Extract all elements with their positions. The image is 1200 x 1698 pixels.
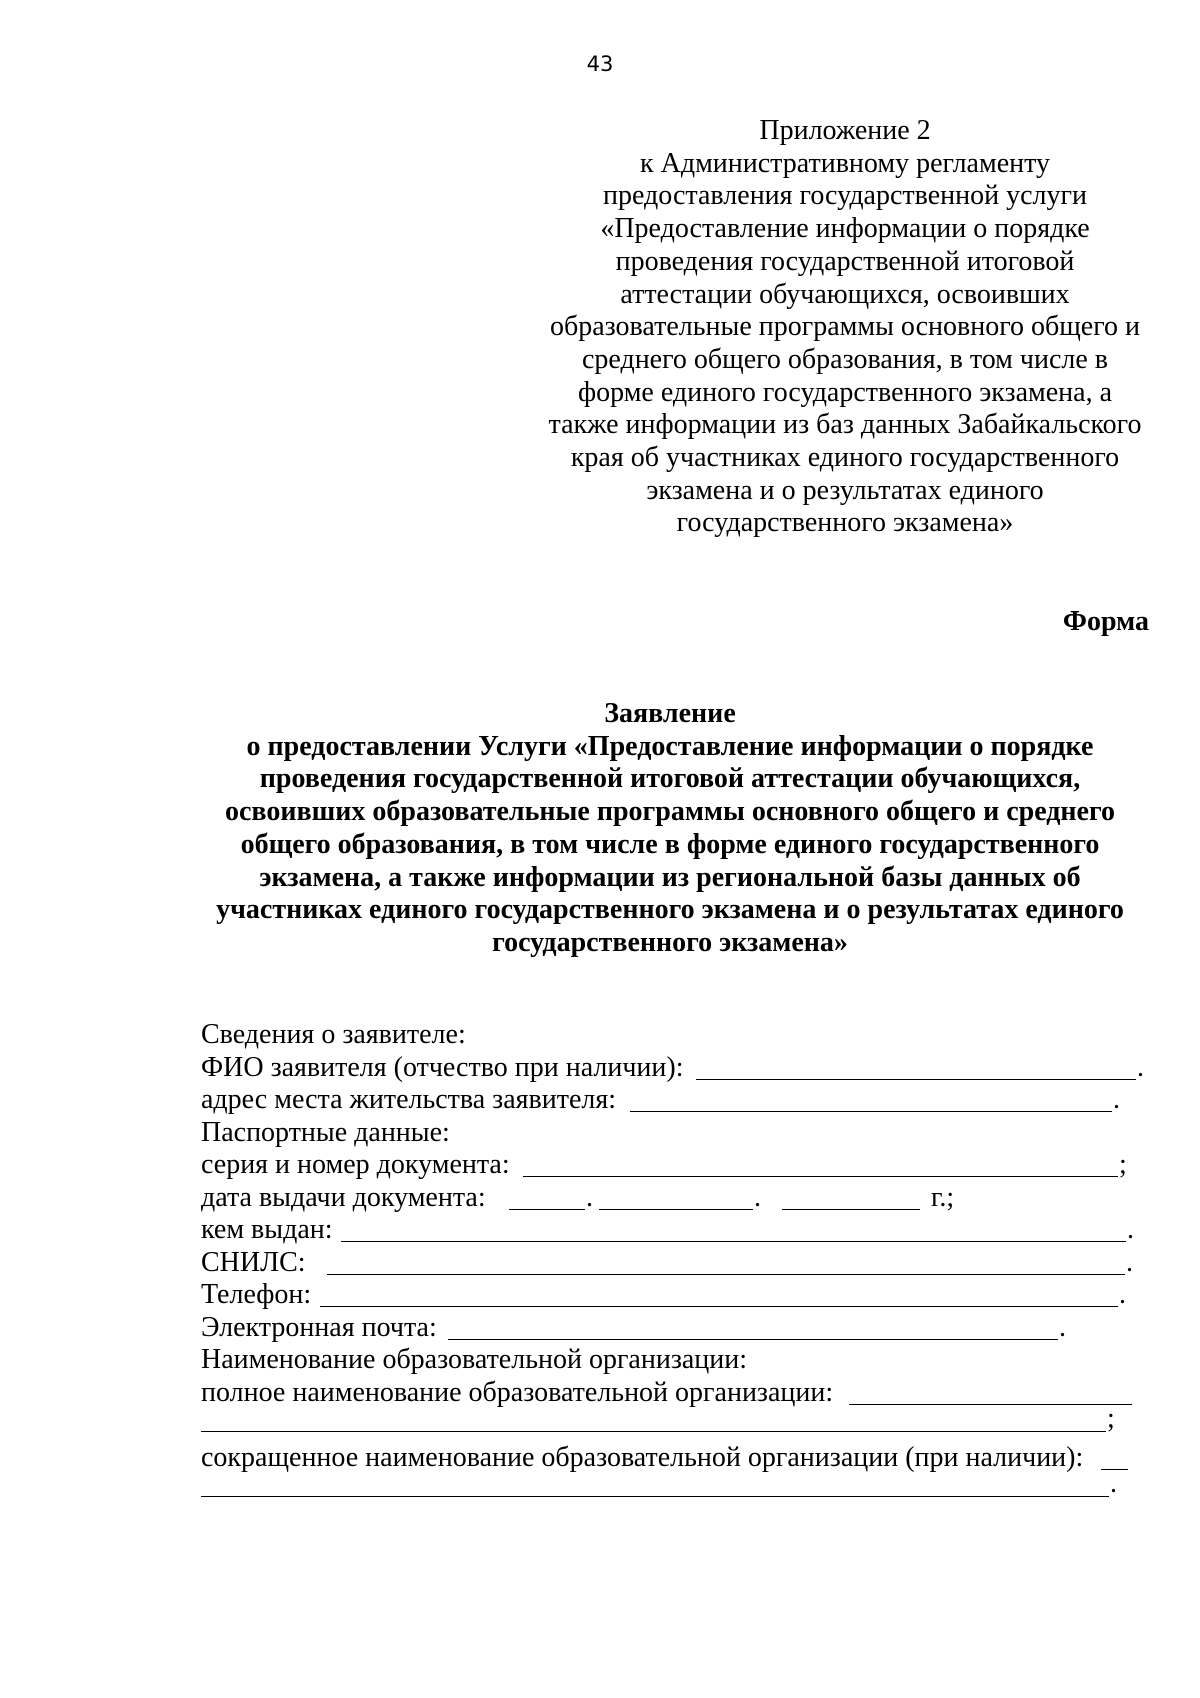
doc-number-label: серия и номер документа: — [201, 1149, 510, 1180]
period-mark: . — [1110, 1468, 1117, 1499]
issue-date-label: дата выдачи документа: — [201, 1181, 486, 1213]
appendix-line: края об участниках единого государственного — [570, 442, 1120, 474]
issued-by-blank[interactable] — [341, 1241, 1126, 1242]
appendix-line: к Административному регламенту — [640, 147, 1050, 179]
applicant-name-blank[interactable] — [696, 1079, 1136, 1080]
appendix-line: среднего общего образования, в том числе в — [581, 343, 1109, 375]
applicant-name-label: ФИО заявителя (отчество при наличии): — [201, 1051, 684, 1083]
doc-number-row — [201, 1149, 1161, 1182]
title-line: экзамена, а также информации из региональной базы данных об — [259, 861, 1081, 893]
title-line: участниках единого государственного экзамена и о результатах единого — [216, 894, 1124, 926]
year-suffix: г.; — [931, 1181, 955, 1213]
title-line: Заявление — [604, 698, 736, 729]
period-mark: . — [754, 1181, 761, 1213]
period-mark: . — [1059, 1311, 1066, 1343]
appendix-line: проведения государственной итоговой — [615, 245, 1075, 277]
form-label: Форма — [1062, 606, 1149, 637]
period-mark: . — [586, 1181, 593, 1213]
semicolon-mark: ; — [1119, 1149, 1127, 1180]
issued-by-label: кем выдан: — [201, 1214, 333, 1245]
email-row — [201, 1312, 1161, 1345]
appendix-line: «Предоставление информации о порядке — [600, 213, 1090, 245]
application-fields — [201, 1019, 1161, 1507]
organization-section-row — [201, 1344, 1161, 1377]
phone-label: Телефон: — [201, 1279, 312, 1310]
passport-section-heading: Паспортные данные: — [201, 1116, 450, 1148]
phone-blank[interactable] — [320, 1306, 1118, 1307]
snils-label: СНИЛС: — [201, 1246, 306, 1278]
phone-row — [201, 1279, 1161, 1312]
appendix-line: образовательные программы основного общего и — [549, 311, 1140, 343]
period-mark: . — [1126, 1246, 1133, 1278]
issued-by-row — [201, 1214, 1161, 1247]
org-short-name-continuation-row — [201, 1468, 1161, 1507]
appendix-line: аттестации обучающихся, освоивших — [620, 278, 1070, 310]
period-mark: . — [1127, 1214, 1134, 1245]
appendix-line: предоставления государственной услуги — [603, 180, 1087, 212]
address-blank[interactable] — [630, 1111, 1112, 1112]
address-label: адрес места жительства заявителя: — [201, 1084, 617, 1115]
issue-month-blank[interactable] — [599, 1209, 753, 1210]
period-mark: . — [1119, 1279, 1126, 1310]
org-full-name-row — [201, 1377, 1161, 1410]
org-short-name-row — [201, 1442, 1161, 1475]
appendix-line: также информации из баз данных Забайкальского — [548, 409, 1142, 441]
address-row — [201, 1084, 1161, 1117]
title-line: государственного экзамена» — [492, 926, 848, 958]
period-mark: . — [1137, 1051, 1144, 1083]
semicolon-mark: ; — [1107, 1403, 1115, 1434]
email-label: Электронная почта: — [201, 1311, 437, 1343]
applicant-name-row — [201, 1052, 1161, 1085]
org-full-name-blank[interactable] — [849, 1404, 1132, 1405]
issue-date-row — [201, 1182, 1161, 1215]
appendix-line: экзамена и о результатах единого — [646, 474, 1044, 506]
appendix-line: государственного экзамена» — [676, 507, 1014, 539]
organization-section-heading: Наименование образовательной организации: — [201, 1344, 748, 1375]
issue-day-blank[interactable] — [509, 1209, 585, 1210]
page-number: 43 — [586, 52, 614, 76]
org-short-name-label: сокращенное наименование образовательной организации (при наличии): — [201, 1441, 1084, 1473]
title-line: о предоставлении Услуги «Предоставление информации о порядке — [246, 730, 1094, 762]
title-line: проведения государственной итоговой аттестации обучающихся, — [259, 763, 1081, 795]
org-full-name-label: полное наименование образовательной организации: — [201, 1376, 834, 1408]
snils-row — [201, 1247, 1161, 1280]
issue-year-blank[interactable] — [782, 1209, 920, 1210]
document-title — [0, 698, 1200, 960]
title-line: освоивших образовательные программы основного общего и среднего — [224, 796, 1115, 828]
passport-section-row — [201, 1117, 1161, 1150]
period-mark: . — [1113, 1084, 1120, 1115]
applicant-section-heading: Сведения о заявителе: — [201, 1019, 466, 1050]
org-short-name-blank-continued[interactable] — [201, 1496, 1109, 1497]
title-line: общего образования, в том числе в форме единого государственного — [240, 828, 1100, 860]
org-full-name-blank-continued[interactable] — [201, 1431, 1106, 1432]
appendix-line: Приложение 2 — [759, 115, 931, 146]
email-blank[interactable] — [448, 1339, 1058, 1340]
org-full-name-continuation-row — [201, 1403, 1161, 1442]
appendix-line: форме единого государственного экзамена, а — [577, 376, 1112, 408]
applicant-section-row — [201, 1019, 1161, 1052]
snils-blank[interactable] — [327, 1274, 1125, 1275]
doc-number-blank[interactable] — [523, 1176, 1118, 1177]
appendix-heading — [545, 115, 1145, 540]
